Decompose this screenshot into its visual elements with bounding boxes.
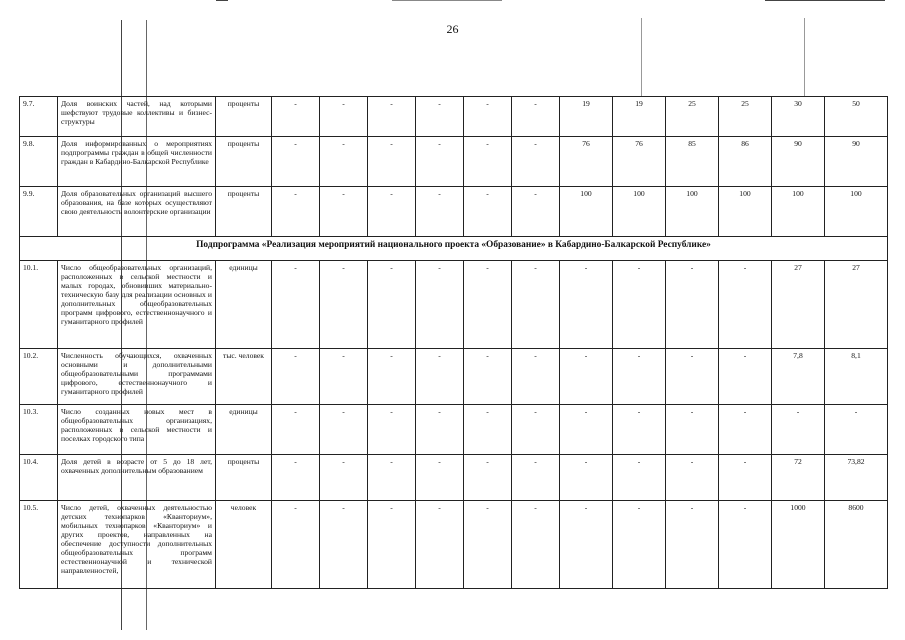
unit-cell: единицы <box>216 261 272 349</box>
value-cell: 100 <box>613 187 666 237</box>
value-cell: 27 <box>825 261 888 349</box>
value-cell: - <box>368 501 416 589</box>
value-cell: - <box>464 455 512 501</box>
value-cell: - <box>512 187 560 237</box>
value-cell: 73,82 <box>825 455 888 501</box>
value-cell: - <box>416 137 464 187</box>
value-cell: - <box>613 455 666 501</box>
unit-cell: единицы <box>216 405 272 455</box>
indicator-description: Доля детей в возрасте от 5 до 18 лет, охваченных дополнительным образованием <box>58 455 216 501</box>
table-row <box>20 261 888 349</box>
value-cell: - <box>666 405 719 455</box>
indicators-table <box>19 96 888 589</box>
value-cell: - <box>613 349 666 405</box>
value-cell: - <box>560 455 613 501</box>
value-cell: - <box>272 455 320 501</box>
value-cell: - <box>272 405 320 455</box>
value-cell: - <box>719 405 772 455</box>
indicator-description: Число детей, охваченных деятельностью детских технопарков «Кванториум», мобильных технопарков «Кванториум» и других проектов, направленных на обеспечение доступности дополнительных общеобразовательных программ естественнонаучной и технической направленностей, <box>58 501 216 589</box>
value-cell: - <box>272 97 320 137</box>
value-cell: 50 <box>825 97 888 137</box>
section-title: Подпрограмма «Реализация мероприятий национального проекта «Образование» в Кабардино-Балкарской Республике» <box>20 237 888 261</box>
value-cell: - <box>320 405 368 455</box>
row-number: 9.9. <box>20 187 58 237</box>
value-cell: 100 <box>825 187 888 237</box>
value-cell: - <box>464 137 512 187</box>
unit-cell: проценты <box>216 455 272 501</box>
table-row <box>20 97 888 137</box>
value-cell: - <box>272 349 320 405</box>
value-cell: - <box>464 349 512 405</box>
value-cell: - <box>320 349 368 405</box>
row-number: 9.7. <box>20 97 58 137</box>
value-cell: 1000 <box>772 501 825 589</box>
scan-artifact-line <box>765 0 885 1</box>
table-row <box>20 455 888 501</box>
value-cell: - <box>464 187 512 237</box>
value-cell: - <box>772 405 825 455</box>
row-number: 10.5. <box>20 501 58 589</box>
indicator-rows-group-10 <box>20 261 888 589</box>
indicator-rows-group-9 <box>20 97 888 237</box>
value-cell: 25 <box>666 97 719 137</box>
value-cell: - <box>512 405 560 455</box>
value-cell: - <box>416 187 464 237</box>
value-cell: - <box>320 261 368 349</box>
value-cell: 76 <box>613 137 666 187</box>
indicator-description: Число созданных новых мест в общеобразовательных организациях, расположенных в сельской местности и поселках городского типа <box>58 405 216 455</box>
section-group <box>20 237 888 261</box>
value-cell: - <box>272 261 320 349</box>
value-cell: - <box>272 137 320 187</box>
value-cell: - <box>416 261 464 349</box>
row-number: 10.4. <box>20 455 58 501</box>
unit-cell: тыс. человек <box>216 349 272 405</box>
scan-artifact-line <box>804 18 805 96</box>
unit-cell: проценты <box>216 137 272 187</box>
scan-artifact-line <box>641 18 642 96</box>
value-cell: - <box>666 455 719 501</box>
value-cell: - <box>512 97 560 137</box>
value-cell: 27 <box>772 261 825 349</box>
value-cell: - <box>719 349 772 405</box>
value-cell: - <box>368 97 416 137</box>
indicator-description: Доля образовательных организаций высшего образования, на базе которых осуществляют свою деятельность волонтерские организации <box>58 187 216 237</box>
value-cell: 100 <box>772 187 825 237</box>
value-cell: - <box>272 501 320 589</box>
value-cell: - <box>666 261 719 349</box>
scan-artifact-line <box>392 0 502 1</box>
value-cell: 30 <box>772 97 825 137</box>
value-cell: 19 <box>560 97 613 137</box>
value-cell: - <box>320 501 368 589</box>
table-row <box>20 137 888 187</box>
indicator-description: Доля воинских частей, над которыми шефствуют трудовые коллективы и бизнес-структуры <box>58 97 216 137</box>
value-cell: 90 <box>772 137 825 187</box>
value-cell: 90 <box>825 137 888 187</box>
value-cell: - <box>368 261 416 349</box>
value-cell: - <box>560 501 613 589</box>
value-cell: - <box>416 455 464 501</box>
page-number: 26 <box>446 22 459 36</box>
value-cell: 100 <box>560 187 613 237</box>
value-cell: - <box>320 455 368 501</box>
row-number: 10.3. <box>20 405 58 455</box>
value-cell: - <box>464 405 512 455</box>
table-row <box>20 405 888 455</box>
value-cell: 72 <box>772 455 825 501</box>
row-number: 10.1. <box>20 261 58 349</box>
unit-cell: человек <box>216 501 272 589</box>
value-cell: - <box>613 405 666 455</box>
indicator-description: Доля информированных о мероприятиях подпрограммы граждан в общей численности граждан в Кабардино-Балкарской Республике <box>58 137 216 187</box>
value-cell: 8,1 <box>825 349 888 405</box>
value-cell: - <box>368 137 416 187</box>
value-cell: - <box>464 261 512 349</box>
value-cell: - <box>613 501 666 589</box>
value-cell: - <box>368 187 416 237</box>
value-cell: - <box>560 405 613 455</box>
value-cell: - <box>368 455 416 501</box>
value-cell: - <box>464 97 512 137</box>
value-cell: 76 <box>560 137 613 187</box>
value-cell: - <box>512 501 560 589</box>
value-cell: 100 <box>719 187 772 237</box>
value-cell: 19 <box>613 97 666 137</box>
value-cell: - <box>666 501 719 589</box>
scan-artifact-line <box>216 0 228 1</box>
value-cell: - <box>320 187 368 237</box>
value-cell: - <box>320 137 368 187</box>
value-cell: - <box>825 405 888 455</box>
value-cell: - <box>416 349 464 405</box>
row-number: 9.8. <box>20 137 58 187</box>
unit-cell: проценты <box>216 97 272 137</box>
value-cell: - <box>320 97 368 137</box>
value-cell: - <box>719 261 772 349</box>
value-cell: - <box>512 455 560 501</box>
table-row <box>20 501 888 589</box>
unit-cell: проценты <box>216 187 272 237</box>
value-cell: - <box>613 261 666 349</box>
indicator-description: Численность обучающихся, охваченных основными и дополнительными общеобразовательными программами цифрового, естественнонаучного и гуманитарного профилей <box>58 349 216 405</box>
value-cell: 100 <box>666 187 719 237</box>
value-cell: - <box>512 261 560 349</box>
value-cell: - <box>512 349 560 405</box>
value-cell: 8600 <box>825 501 888 589</box>
value-cell: 86 <box>719 137 772 187</box>
value-cell: - <box>512 137 560 187</box>
value-cell: - <box>416 97 464 137</box>
value-cell: 7,8 <box>772 349 825 405</box>
value-cell: - <box>719 455 772 501</box>
table-row <box>20 187 888 237</box>
value-cell: - <box>666 349 719 405</box>
value-cell: - <box>416 405 464 455</box>
value-cell: - <box>368 405 416 455</box>
table-row <box>20 349 888 405</box>
value-cell: 25 <box>719 97 772 137</box>
value-cell: - <box>719 501 772 589</box>
value-cell: - <box>368 349 416 405</box>
indicator-description: Число общеобразовательных организаций, расположенных в сельской местности и малых городах, обновивших материально-техническую базу для реализации основных и дополнительных общеобразовательных программ цифрового, естественнонаучного и гуманитарного профилей <box>58 261 216 349</box>
value-cell: - <box>560 261 613 349</box>
value-cell: - <box>560 349 613 405</box>
value-cell: 85 <box>666 137 719 187</box>
value-cell: - <box>416 501 464 589</box>
value-cell: - <box>272 187 320 237</box>
value-cell: - <box>464 501 512 589</box>
section-row <box>20 237 888 261</box>
row-number: 10.2. <box>20 349 58 405</box>
